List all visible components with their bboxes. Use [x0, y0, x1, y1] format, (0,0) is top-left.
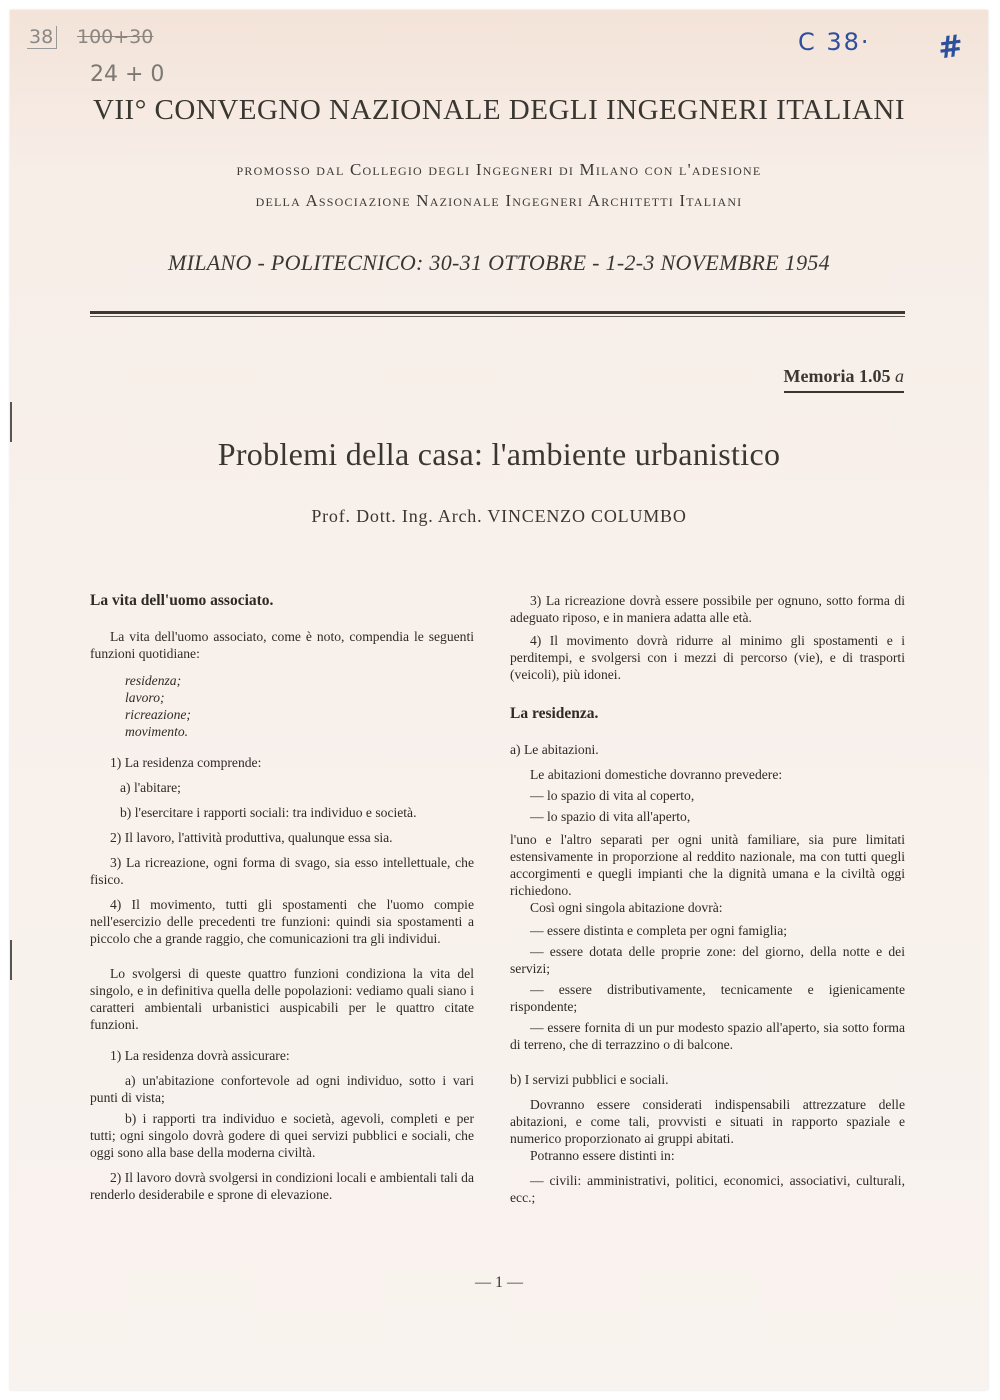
- list-item: ricreazione;: [125, 707, 191, 722]
- memoria-number: Memoria 1.05: [783, 366, 891, 386]
- paragraph: La vita dell'uomo associato, come è noto, compendia le seguenti funzioni quotidiane:: [90, 629, 474, 661]
- handwritten-hash-mark-icon: #: [935, 28, 966, 67]
- list-item: — civili: amministrativi, politici, economici, associativi, culturali, ecc.;: [510, 1173, 905, 1205]
- paragraph: 3) La ricreazione, ogni forma di svago, sia esso intellettuale, che fisico.: [90, 855, 474, 887]
- list-item: residenza;: [125, 673, 182, 688]
- header-rule-thick: [90, 311, 905, 314]
- paragraph: a) l'abitare;: [120, 780, 181, 795]
- handwritten-box-number: 38: [27, 26, 57, 49]
- paragraph: l'uno e l'altro separati per ogni unità familiare, sia pure limitati estensivamente in proporzione al reddito nazionale, ma con tutti quegli accorgimenti e quegli impianti che la dignità umana e la civiltà oggi richiedono.: [510, 832, 905, 898]
- promoter-line-2: della Associazione Nazionale Ingegneri Architetti Italiani: [255, 191, 743, 210]
- paragraph: 1) La residenza dovrà assicurare:: [110, 1048, 290, 1063]
- scan-edge-mark: [10, 402, 12, 442]
- paragraph: Potranno essere distinti in:: [530, 1148, 675, 1163]
- memoria-suffix: a: [895, 366, 904, 386]
- left-column: [90, 592, 474, 1203]
- handwritten-sum-note: 24 + 0: [90, 62, 165, 87]
- page-number: — 1 —: [475, 1274, 523, 1291]
- memoria-label: [784, 366, 904, 393]
- paragraph: Le abitazioni domestiche dovranno prevedere:: [530, 767, 783, 782]
- document-page: [10, 10, 988, 1390]
- section-heading: La vita dell'uomo associato.: [90, 592, 274, 609]
- convention-title: VII° CONVEGNO NAZIONALE DEGLI INGEGNERI ITALIANI: [92, 94, 906, 126]
- venue-dates: MILANO - POLITECNICO: 30-31 OTTOBRE - 1-2-3 NOVEMBRE 1954: [168, 250, 830, 275]
- list-item: — essere dotata delle proprie zone: del giorno, della notte e dei servizi;: [510, 944, 905, 976]
- document-title: Problemi della casa: l'ambiente urbanistico: [217, 436, 781, 472]
- list-item: — essere fornita di un pur modesto spazio all'aperto, sia sotto forma di terreno, che di terrazzino o di balcone.: [510, 1020, 905, 1052]
- handwritten-catalog-code: C 38·: [798, 28, 871, 56]
- paragraph: b) l'esercitare i rapporti sociali: tra individuo e società.: [120, 805, 417, 820]
- subsection-heading: b) I servizi pubblici e sociali.: [510, 1072, 669, 1087]
- right-column: [510, 592, 905, 1206]
- paragraph: Dovranno essere considerati indispensabili attrezzature delle abitazioni, e come tali, provvisti e situati in rapporto spaziale e numerico proporzionato ai gruppi abitati.: [510, 1097, 905, 1146]
- author-line: Prof. Dott. Ing. Arch. VINCENZO COLUMBO: [311, 506, 687, 526]
- paragraph: 2) Il lavoro dovrà svolgersi in condizioni locali e ambientali tali da renderlo desiderabile e sprone di elevazione.: [90, 1170, 474, 1202]
- paragraph: 3) La ricreazione dovrà essere possibile per ognuno, sotto forma di adeguato riposo, e in maniera adatta alle età.: [510, 593, 905, 625]
- header-rule-thin: [90, 316, 905, 317]
- paragraph: b) i rapporti tra individuo e società, agevoli, completi e per tutti; ogni singolo dovrà godere di quei servizi pubblici e sociali, che oggi sono alla base della moderna civiltà.: [90, 1111, 474, 1160]
- paragraph: 2) Il lavoro, l'attività produttiva, qualunque essa sia.: [110, 830, 393, 845]
- paragraph: a) un'abitazione confortevole ad ogni individuo, sotto i vari punti di vista;: [90, 1073, 474, 1105]
- list-item: — essere distributivamente, tecnicamente e igienicamente rispondente;: [510, 982, 905, 1014]
- list-item: — lo spazio di vita al coperto,: [530, 788, 695, 803]
- list-item: movimento.: [125, 724, 189, 739]
- section-heading: La residenza.: [510, 705, 599, 722]
- promoter-line-1: promosso dal Collegio degli Ingegneri di Milano con l'adesione: [236, 160, 762, 179]
- paragraph: 4) Il movimento dovrà ridurre al minimo gli spostamenti e i perditempi, e svolgersi con i mezzi di percorso (vie), e di trasporti (veicoli), più idonei.: [510, 633, 905, 682]
- scan-edge-mark: [10, 940, 12, 980]
- paragraph: 4) Il movimento, tutti gli spostamenti che l'uomo compie nell'esercizio delle precedenti tre funzioni: quindi sia spostamenti a piccolo che a grande raggio, che comunicazioni tra gli individui.: [90, 897, 474, 946]
- list-item: — essere distinta e completa per ogni famiglia;: [530, 923, 788, 938]
- list-item: — lo spazio di vita all'aperto,: [530, 809, 691, 824]
- handwritten-struck-note: 100+30: [77, 26, 154, 48]
- paragraph: Così ogni singola abitazione dovrà:: [530, 900, 723, 915]
- paragraph: Lo svolgersi di queste quattro funzioni condiziona la vita del singolo, e in definitiva quella delle popolazioni: vediamo quali siano i caratteri ambientali urbanistici auspicabili per le quattro citate funzioni.: [90, 966, 474, 1032]
- paragraph: 1) La residenza comprende:: [110, 755, 262, 770]
- subsection-heading: a) Le abitazioni.: [510, 742, 599, 757]
- list-item: lavoro;: [125, 690, 165, 705]
